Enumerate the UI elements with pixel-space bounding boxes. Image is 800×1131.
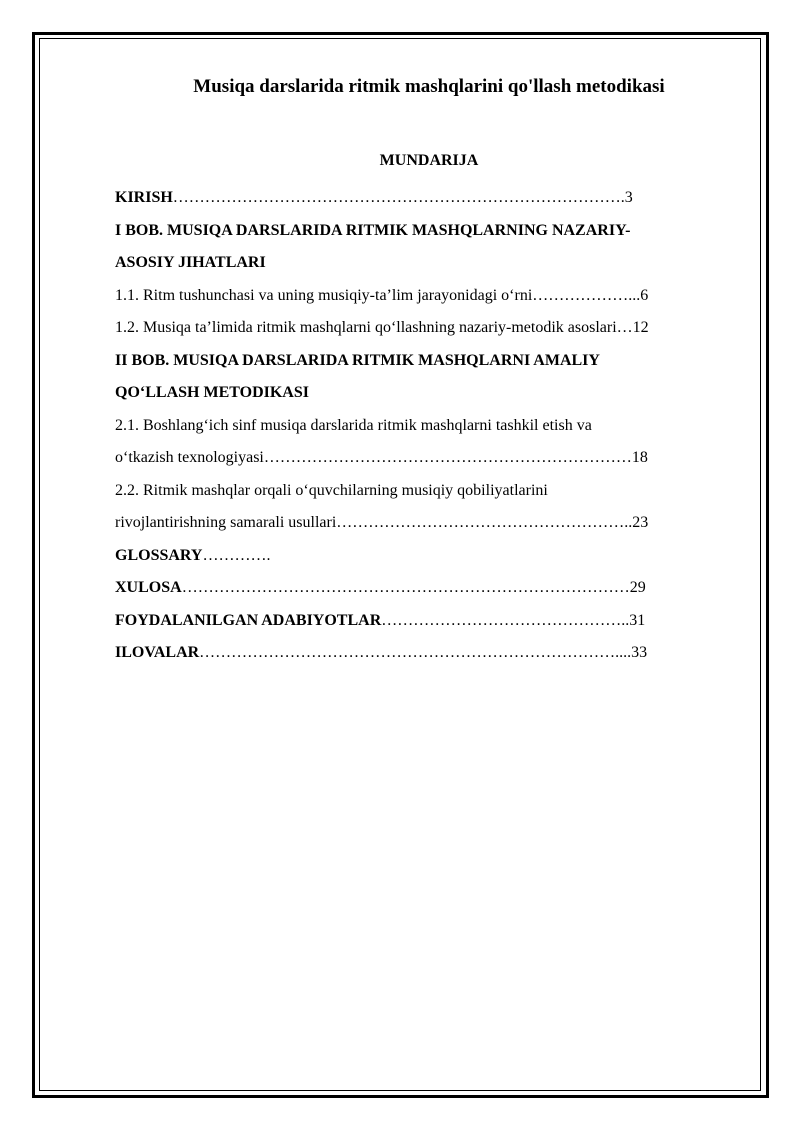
toc-entry-page: 6 [640,286,649,304]
table-of-contents [115,182,745,670]
toc-entry-2-1-cont [115,442,745,475]
toc-entry-1-1 [115,280,745,313]
toc-entry-leader: …………. [202,546,271,564]
toc-entry-label: 1.2. Musiqa ta’limida ritmik mashqlarni qo‘llashning nazariy-metodik asoslari [115,319,617,336]
toc-entry-page: 31 [629,611,646,629]
toc-entry-label: o‘tkazish texnologiyasi [115,449,264,466]
toc-entry-leader: … [616,319,633,336]
toc-entry-page: 29 [629,579,646,596]
toc-entry-leader: ………………... [532,286,641,304]
document-title: Musiqa darslarida ritmik mashqlarini qo'llash metodikasi [193,76,665,97]
toc-entry-page: 23 [632,514,649,531]
toc-heading: MUNDARIJA [379,152,479,169]
toc-entry-2-2 [115,475,745,508]
toc-entry-leader: …………………………………………………………………………. [172,189,625,206]
toc-entry-label: 1.1. Ritm tushunchasi va uning musiqiy-ta’lim jarayonidagi o‘rni [115,286,533,304]
toc-entry-leader: …………………………………………………………………….... [199,644,632,661]
toc-entry-leader: ……………………………………….. [381,611,630,629]
toc-entry-leader: ……………………………………………….. [336,514,633,531]
toc-entry-label: FOYDALANILGAN ADABIYOTLAR [115,611,382,629]
toc-entry-label: ASOSIY JIHATLARI [115,254,266,271]
toc-entry-label: II BOB. MUSIQA DARSLARIDA RITMIK MASHQLARNI AMALIY [115,351,600,369]
toc-entry-label: XULOSA [115,579,182,596]
toc-entry-chapter-1 [115,215,745,248]
toc-entry-label: ILOVALAR [115,644,200,661]
toc-entry-chapter-2 [115,345,745,378]
toc-entry-label: I BOB. MUSIQA DARSLARIDA RITMIK MASHQLARNING NAZARIY- [115,221,631,239]
toc-entry-page: 12 [632,319,649,336]
toc-entry-label: GLOSSARY [115,546,203,564]
toc-entry-chapter-2-cont [115,377,745,410]
toc-entry-label: KIRISH [115,189,173,206]
toc-entry-page: 33 [631,644,648,661]
toc-entry-1-2 [115,312,745,345]
toc-entry-label: 2.1. Boshlang‘ich sinf musiqa darslarida ritmik mashqlarni tashkil etish va [115,416,592,434]
toc-entry-label: rivojlantirishning samarali usullari [115,514,337,531]
toc-entry-label: 2.2. Ritmik mashqlar orqali o‘quvchilarning musiqiy qobiliyatlarini [115,481,548,499]
toc-entry-xulosa [115,572,745,605]
toc-entry-page: 18 [631,449,648,466]
toc-entry-adabiyotlar [115,605,745,638]
toc-entry-glossary [115,540,745,573]
toc-entry-page: 3 [624,189,633,206]
toc-entry-leader: ………………………………………………………………………… [181,579,630,596]
toc-entry-kirish [115,182,745,215]
toc-entry-chapter-1-cont [115,247,745,280]
toc-entry-2-2-cont [115,507,745,540]
toc-entry-2-1 [115,410,745,443]
toc-entry-ilovalar [115,637,745,670]
toc-entry-label: QO‘LLASH METODIKASI [115,384,309,401]
toc-entry-leader: …………………………………………………………… [263,449,632,466]
